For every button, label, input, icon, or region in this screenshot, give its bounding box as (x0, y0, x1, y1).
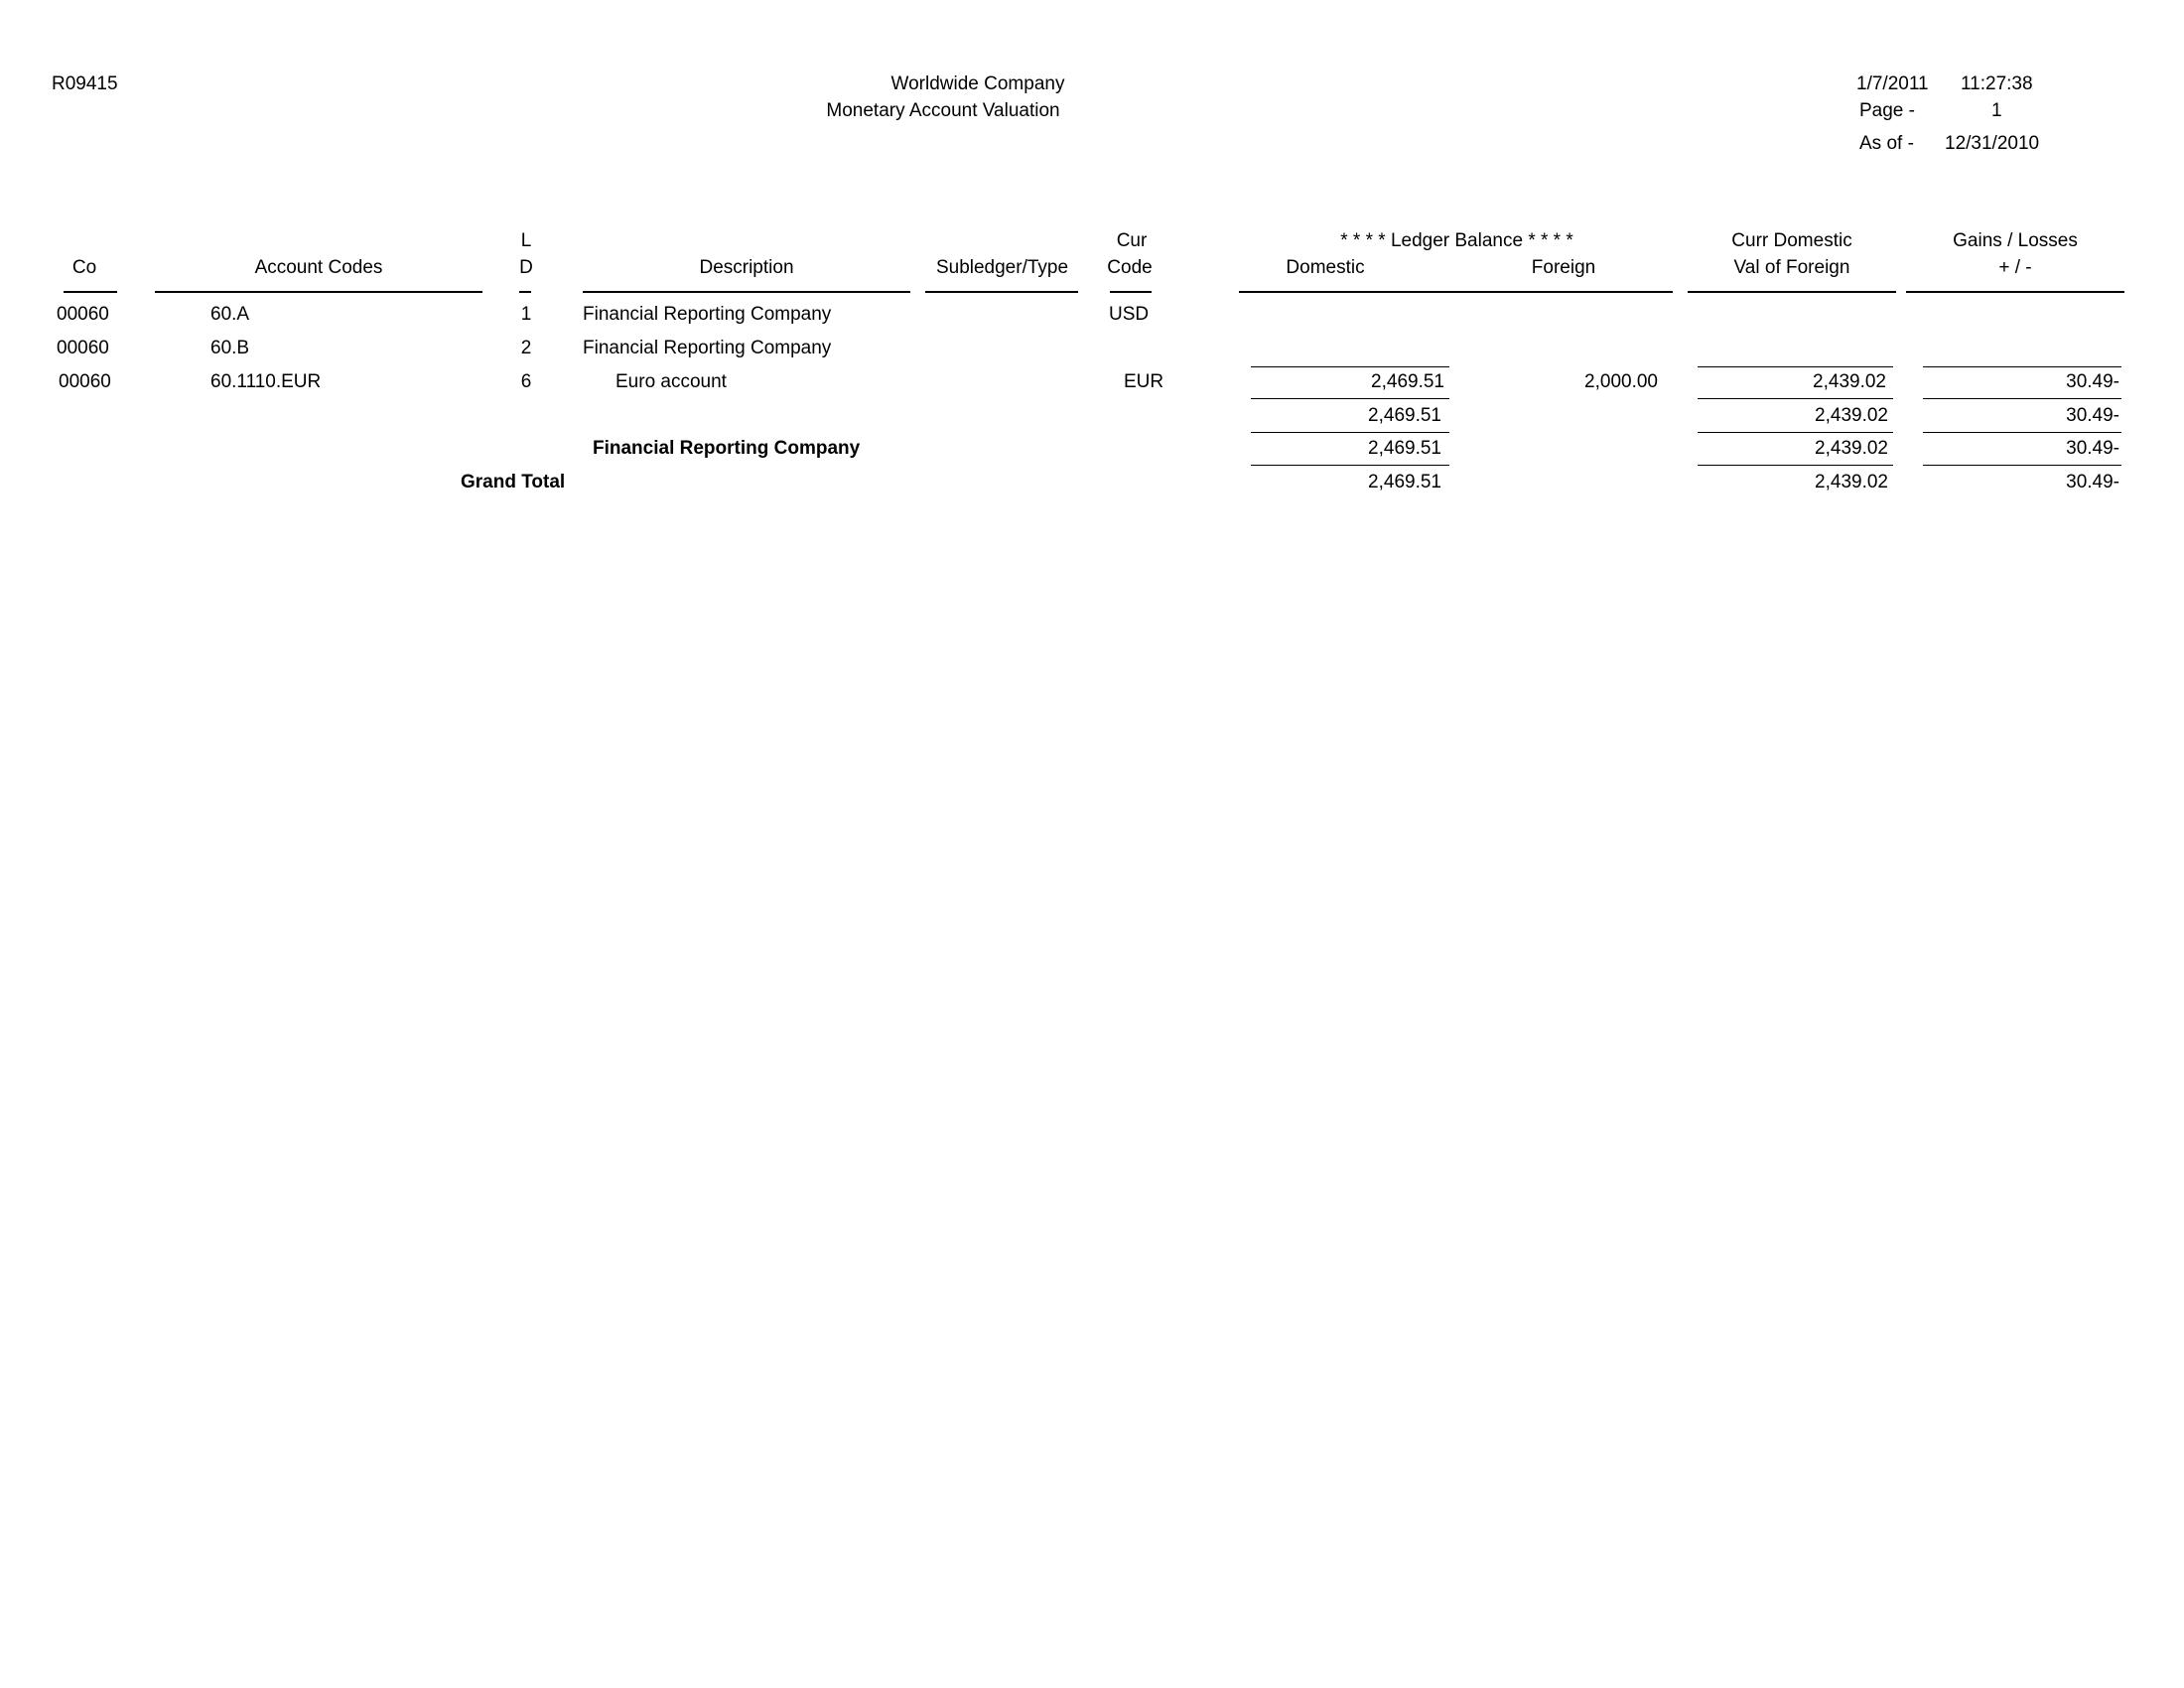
gains-overline (1923, 366, 2121, 367)
header-underline-ld (519, 291, 531, 293)
header-underline-description (583, 291, 910, 293)
row-co: 00060 (59, 371, 111, 392)
subtotal-rule-domestic (1251, 398, 1449, 399)
grand-total-gains: 30.49- (2066, 472, 2119, 492)
header-cur-bottom: Code (1107, 257, 1153, 278)
header-domestic: Domestic (1286, 257, 1365, 278)
company-total-rule-domestic (1251, 432, 1449, 433)
header-underline-subledger (925, 291, 1078, 293)
header-subledger: Subledger/Type (935, 257, 1069, 278)
subtotal-curr-domestic: 2,439.02 (1815, 405, 1888, 426)
header-ld-bottom: D (519, 257, 533, 278)
header-underline-gains (1906, 291, 2124, 293)
grand-total-rule-curr-domestic (1698, 465, 1893, 466)
company-total-rule-curr-domestic (1698, 432, 1893, 433)
row-description: Euro account (615, 371, 727, 392)
row-description: Financial Reporting Company (583, 338, 832, 358)
row-account: 60.A (210, 304, 250, 325)
company-total-domestic: 2,469.51 (1368, 438, 1441, 459)
row-curr-domestic-amount: 2,439.02 (1813, 371, 1886, 392)
row-foreign-amount: 2,000.00 (1584, 371, 1658, 392)
row-currency: EUR (1124, 371, 1164, 392)
row-ld: 1 (520, 304, 532, 325)
page-label: Page - (1859, 100, 1915, 121)
row-gains-amount: 30.49- (2066, 371, 2119, 392)
company-total-curr-domestic: 2,439.02 (1815, 438, 1888, 459)
header-curr-domestic-bottom: Val of Foreign (1733, 257, 1850, 278)
header-account-codes: Account Codes (254, 257, 383, 278)
grand-total-curr-domestic: 2,439.02 (1815, 472, 1888, 492)
header-ld-top: L (520, 230, 532, 251)
grand-total-label: Grand Total (461, 472, 566, 492)
grand-total-domestic: 2,469.51 (1368, 472, 1441, 492)
header-underline-ledger (1239, 291, 1673, 293)
header-co: Co (71, 257, 97, 278)
row-co: 00060 (57, 338, 109, 358)
company-total-label: Financial Reporting Company (593, 438, 861, 459)
header-gains-bottom: + / - (1998, 257, 2032, 278)
row-domestic-amount: 2,469.51 (1371, 371, 1444, 392)
row-ld: 6 (520, 371, 532, 392)
company-total-gains: 30.49- (2066, 438, 2119, 459)
header-underline-cur (1110, 291, 1152, 293)
domestic-overline (1251, 366, 1449, 367)
header-curr-domestic-top: Curr Domestic (1731, 230, 1852, 251)
header-underline-curr-domestic (1688, 291, 1896, 293)
header-cur-top: Cur (1116, 230, 1148, 251)
report-date: 1/7/2011 (1856, 73, 1929, 94)
row-description: Financial Reporting Company (583, 304, 832, 325)
grand-total-rule-domestic (1251, 465, 1449, 466)
curr-domestic-overline (1698, 366, 1893, 367)
row-ld: 2 (520, 338, 532, 358)
header-foreign: Foreign (1531, 257, 1596, 278)
as-of-label: As of - (1859, 133, 1914, 154)
row-currency: USD (1109, 304, 1150, 325)
subtotal-rule-curr-domestic (1698, 398, 1893, 399)
subtotal-domestic: 2,469.51 (1368, 405, 1441, 426)
header-gains-top: Gains / Losses (1953, 230, 2078, 251)
header-ledger-balance: * * * * Ledger Balance * * * * (1340, 230, 1573, 251)
company-name: Worldwide Company (890, 73, 1065, 94)
row-account: 60.1110.EUR (210, 371, 322, 392)
report-time: 11:27:38 (1961, 73, 2033, 94)
row-co: 00060 (57, 304, 109, 325)
company-total-rule-gains (1923, 432, 2121, 433)
header-underline-account (155, 291, 482, 293)
header-underline-co (64, 291, 117, 293)
row-account: 60.B (210, 338, 250, 358)
report-id: R09415 (52, 73, 118, 94)
subtotal-gains: 30.49- (2066, 405, 2119, 426)
as-of-date: 12/31/2010 (1945, 133, 2040, 154)
grand-total-rule-gains (1923, 465, 2121, 466)
subtotal-rule-gains (1923, 398, 2121, 399)
page-number: 1 (1991, 100, 2002, 121)
header-description: Description (699, 257, 794, 278)
report-title: Monetary Account Valuation (826, 100, 1060, 121)
